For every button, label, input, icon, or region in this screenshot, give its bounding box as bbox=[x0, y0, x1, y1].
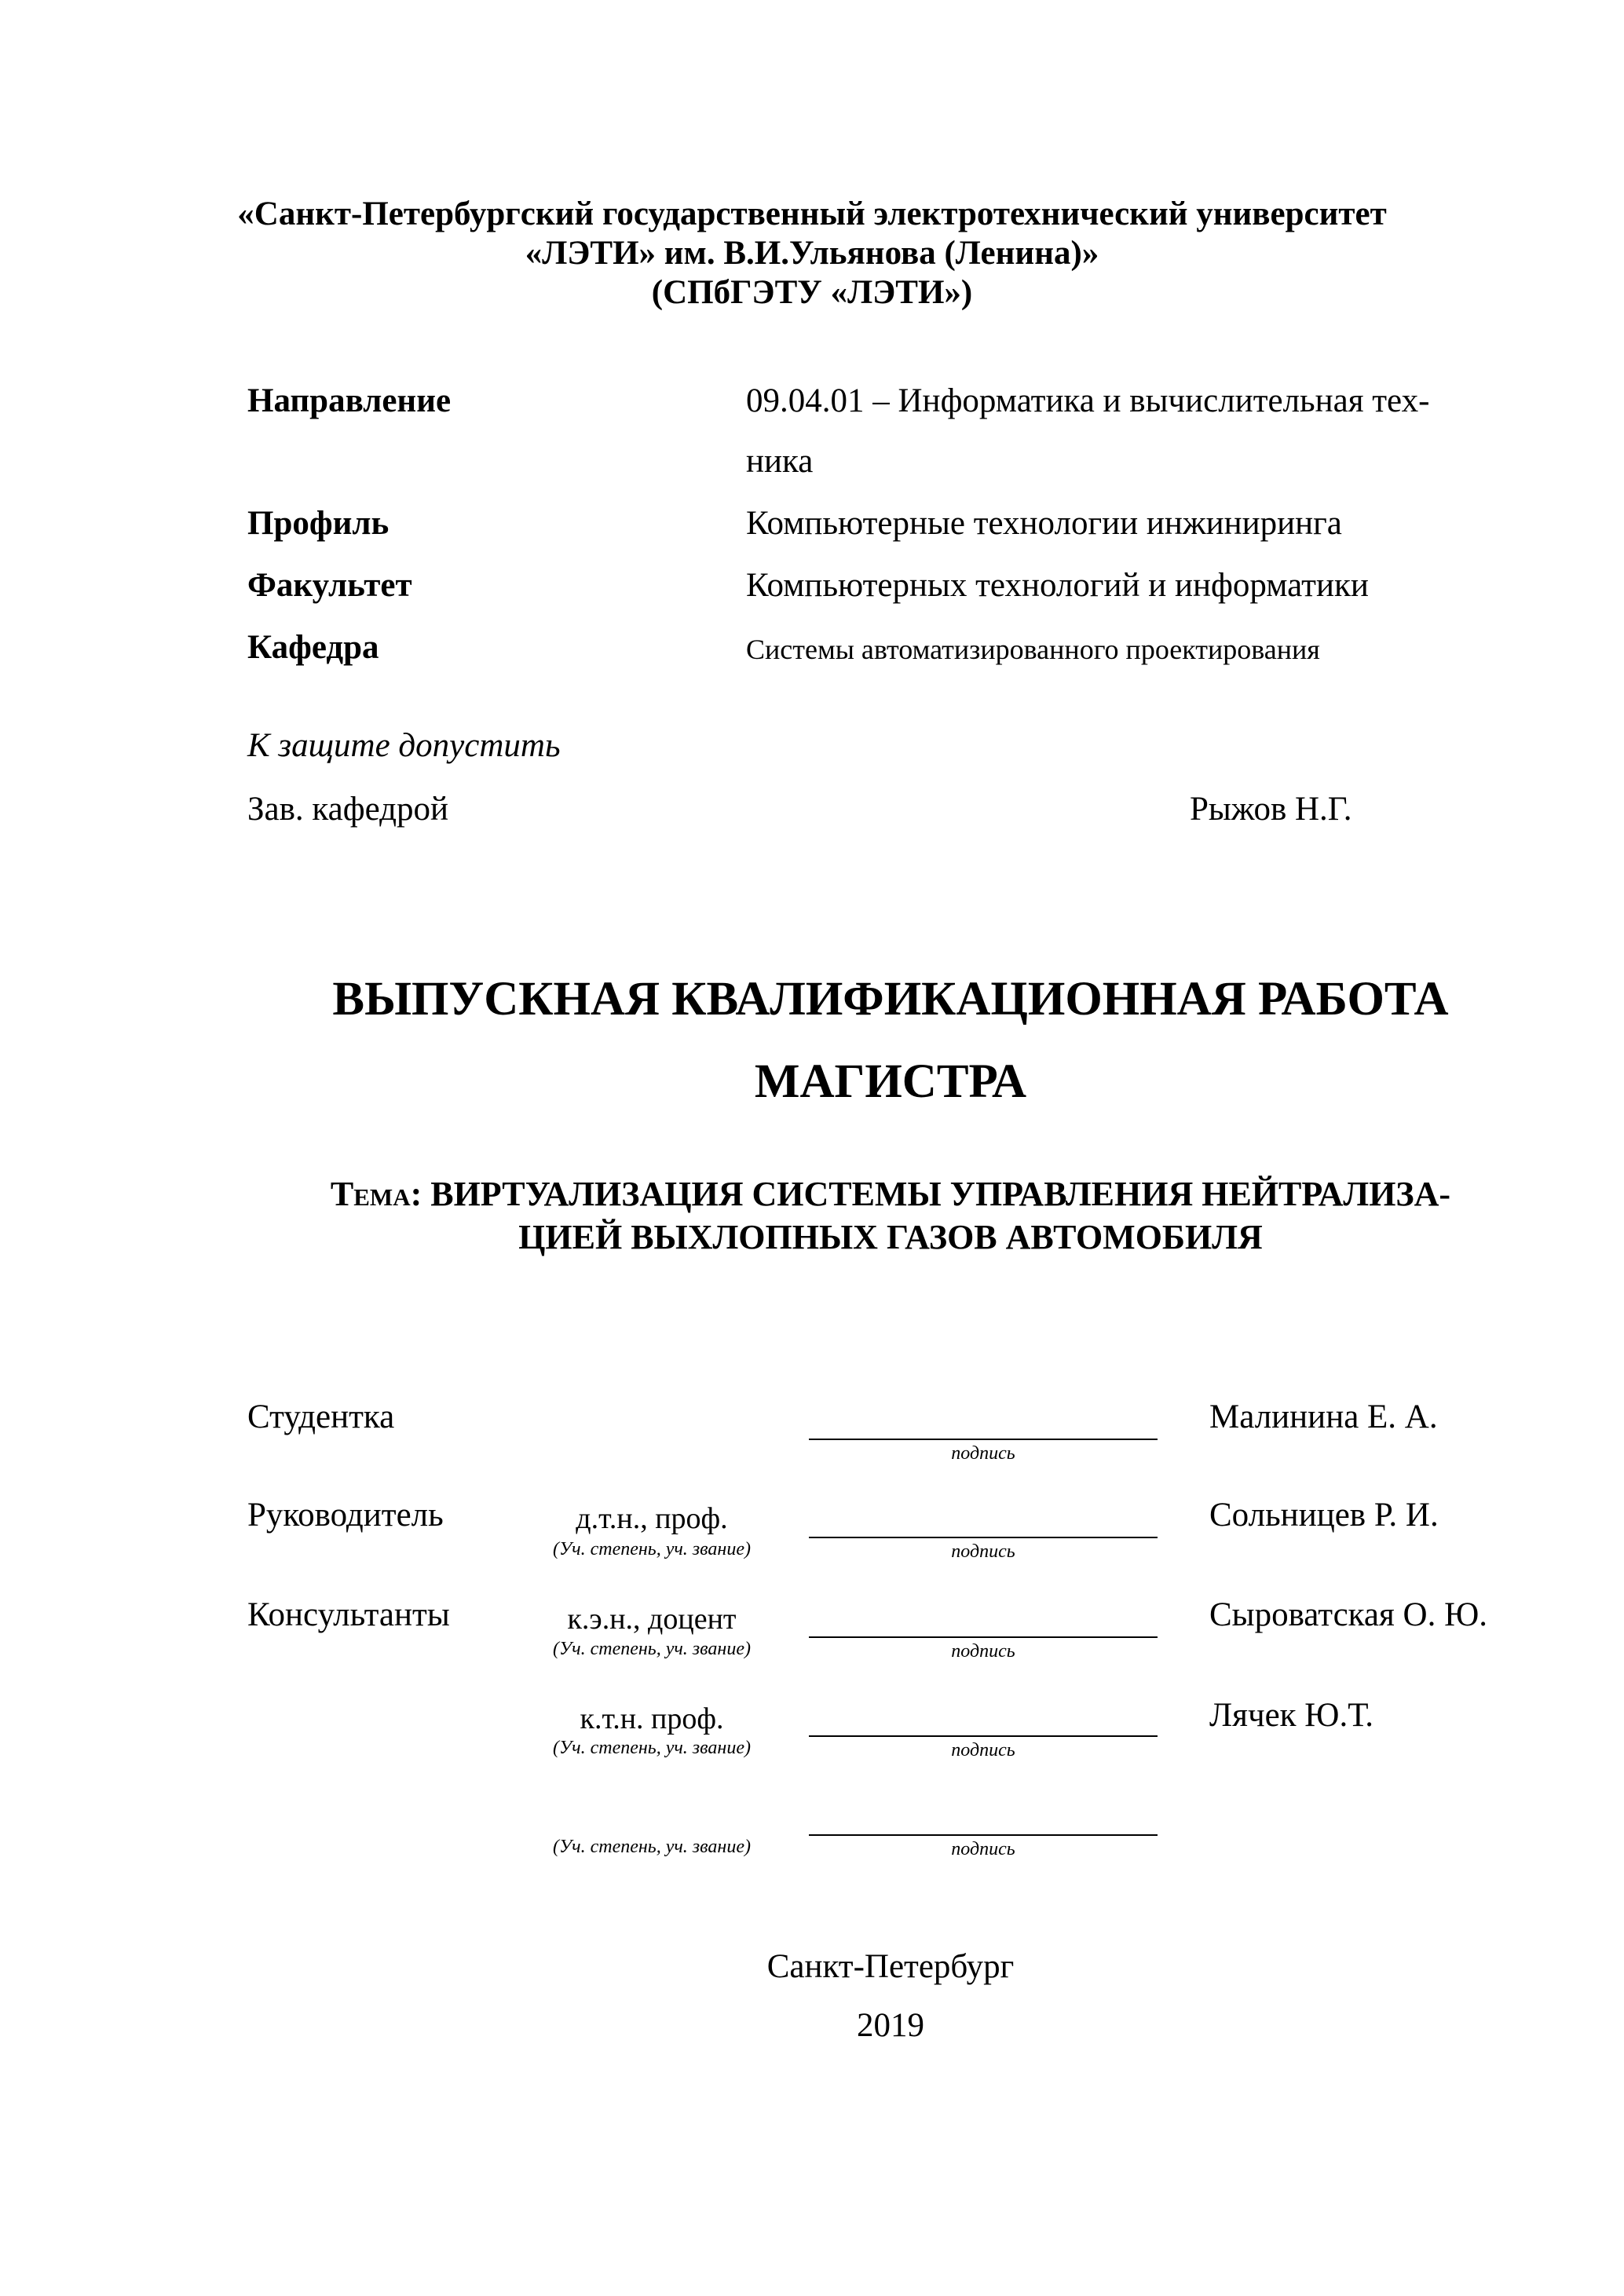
empty-signature-caption: подпись bbox=[951, 1839, 1015, 1859]
faculty-label: Факультет bbox=[247, 567, 412, 604]
consultant2-degree: к.т.н. проф. bbox=[580, 1702, 724, 1735]
topic-text-line1: : ВИРТУАЛИЗАЦИЯ СИСТЕМЫ УПРАВЛЕНИЯ НЕЙТРАЛИЗА- bbox=[410, 1175, 1451, 1213]
consultant2-signature-caption: подпись bbox=[951, 1740, 1015, 1760]
university-abbreviation: (СПбГЭТУ «ЛЭТИ») bbox=[651, 274, 973, 311]
consultant1-signature-caption: подпись bbox=[951, 1641, 1015, 1662]
topic-prefix: Тема bbox=[330, 1175, 411, 1213]
profile-value: Компьютерные технологии инжиниринга bbox=[746, 505, 1342, 542]
supervisor-name: Сольницев Р. И. bbox=[1209, 1497, 1439, 1534]
university-name-line1: «Санкт-Петербургский государственный электротехнический университет bbox=[237, 196, 1387, 232]
consultant2-signature-line bbox=[809, 1735, 1158, 1737]
supervisor-signature-line bbox=[809, 1537, 1158, 1538]
department-head-label: Зав. кафедрой bbox=[247, 791, 449, 828]
supervisor-degree-caption: (Уч. степень, уч. звание) bbox=[553, 1539, 751, 1559]
city: Санкт-Петербург bbox=[766, 1948, 1015, 1985]
empty-signature-line bbox=[809, 1834, 1158, 1836]
department-label: Кафедра bbox=[247, 629, 379, 666]
supervisor-degree: д.т.н., проф. bbox=[576, 1502, 728, 1535]
consultant1-name: Сыроватская О. Ю. bbox=[1209, 1596, 1488, 1633]
department-value: Системы автоматизированного проектирования bbox=[746, 634, 1320, 665]
consultant1-degree-caption: (Уч. степень, уч. звание) bbox=[553, 1639, 751, 1659]
university-name-line2: «ЛЭТИ» им. В.И.Ульянова (Ленина)» bbox=[525, 235, 1099, 272]
student-signature-caption: подпись bbox=[951, 1443, 1015, 1464]
defense-admit-text: К защите допустить bbox=[247, 727, 561, 764]
year: 2019 bbox=[857, 2007, 924, 2044]
department-head-name: Рыжов Н.Г. bbox=[1190, 791, 1352, 828]
consultant1-signature-line bbox=[809, 1636, 1158, 1638]
consultant1-degree: к.э.н., доцент bbox=[567, 1603, 737, 1636]
student-signature-line bbox=[809, 1439, 1158, 1440]
consultant2-name: Лячек Ю.Т. bbox=[1209, 1697, 1373, 1734]
empty-degree-caption: (Уч. степень, уч. звание) bbox=[553, 1837, 751, 1857]
consultant2-degree-caption: (Уч. степень, уч. звание) bbox=[553, 1738, 751, 1758]
direction-label: Направление bbox=[247, 382, 452, 419]
document-title-line1: ВЫПУСКНАЯ КВАЛИФИКАЦИОННАЯ РАБОТА bbox=[332, 973, 1449, 1026]
supervisor-signature-caption: подпись bbox=[951, 1541, 1015, 1562]
consultants-role: Консультанты bbox=[247, 1596, 450, 1633]
faculty-value: Компьютерных технологий и информатики bbox=[746, 567, 1369, 604]
profile-label: Профиль bbox=[247, 505, 390, 542]
document-title-line2: МАГИСТРА bbox=[754, 1055, 1027, 1108]
student-name: Малинина Е. А. bbox=[1209, 1398, 1438, 1435]
direction-value-line2: ника bbox=[746, 443, 814, 480]
direction-value-line1: 09.04.01 – Информатика и вычислительная тех- bbox=[746, 382, 1430, 419]
supervisor-role: Руководитель bbox=[247, 1497, 444, 1534]
student-role: Студентка bbox=[247, 1398, 395, 1435]
topic-text-line2: ЦИЕЙ ВЫХЛОПНЫХ ГАЗОВ АВТОМОБИЛЯ bbox=[518, 1218, 1263, 1256]
topic-line1 bbox=[0, 1173, 1624, 1216]
